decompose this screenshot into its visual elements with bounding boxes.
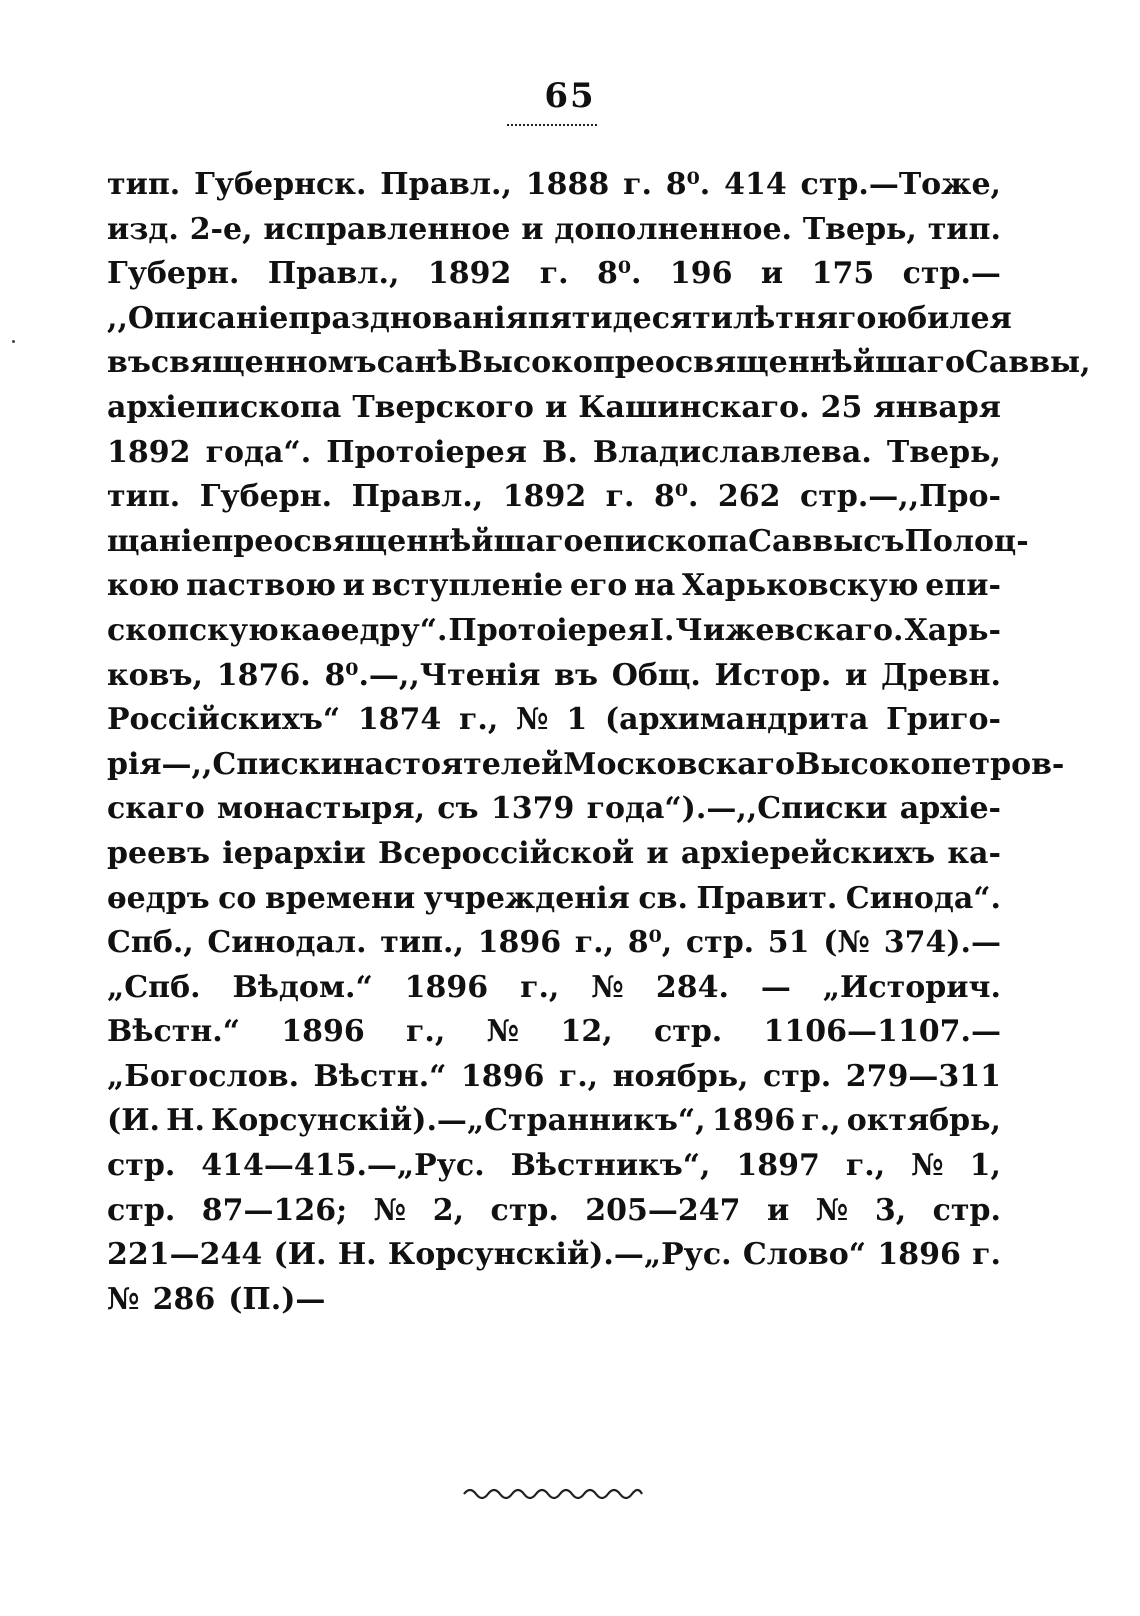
word: ѳедръ (107, 880, 210, 916)
word: года“).—,,Списки (586, 791, 888, 827)
word: Синодал. (207, 925, 367, 961)
word: и (544, 389, 568, 425)
text-line (107, 654, 1001, 699)
word: 1106—1107.— (763, 1014, 1001, 1050)
word: „Историч. (822, 969, 1001, 1005)
word: тип. (107, 167, 181, 202)
page-number-rule (507, 124, 597, 126)
word: (И. (107, 1103, 160, 1139)
word: Высокопреосвященнѣйшаго (457, 345, 966, 381)
word: архіерейскихъ (680, 835, 936, 871)
word: Синода“. (845, 880, 1001, 916)
word: 1896 (477, 925, 562, 961)
word: 8⁰. (653, 479, 699, 515)
word: Саввы (748, 523, 864, 559)
word: Н. (166, 1103, 205, 1139)
page-number: 65 (544, 76, 596, 116)
word: стр.—,,Про- (800, 479, 1001, 515)
word: Правл., (380, 167, 512, 202)
word: (И. (273, 1237, 327, 1273)
word: стр. (685, 925, 755, 961)
word: времени (264, 880, 416, 916)
text-line (107, 475, 1001, 520)
text-line (107, 966, 1001, 1011)
word: Общ. (611, 657, 701, 693)
word: 374).— (883, 925, 1001, 961)
word: 8⁰.—,,Чтенія (324, 657, 541, 693)
word: и (342, 568, 365, 604)
word: изд. (107, 211, 179, 247)
word: и (646, 835, 669, 871)
word: октябрь, (846, 1103, 1001, 1139)
word: № (815, 1192, 849, 1228)
word: № (516, 702, 549, 738)
word: Истор. (714, 657, 832, 693)
word: Правл., (267, 256, 400, 292)
word: пятидесятилѣтняго (527, 300, 877, 336)
word: епи- (925, 568, 1001, 604)
word: 1897 (736, 1148, 820, 1184)
word: г., (574, 925, 615, 961)
word: Кашинскаго. (578, 389, 810, 425)
word: стр. (762, 1058, 832, 1094)
word: 1, (969, 1148, 1001, 1184)
word: г. (623, 167, 652, 202)
word: (П.)— (228, 1281, 326, 1317)
word: архіе- (899, 791, 1001, 827)
word: Россійскихъ“ (107, 702, 341, 738)
word: 8⁰. (665, 167, 711, 202)
text-line (107, 1233, 1001, 1278)
word: Губерн. (199, 479, 333, 515)
word: января (873, 389, 1001, 425)
word: Вѣдом.“ (232, 969, 373, 1005)
text-line (107, 564, 1001, 609)
word: 1892 (502, 479, 587, 515)
word: Харьковскую (682, 568, 919, 604)
word: 1888 (525, 167, 610, 202)
word: стр. (107, 1192, 176, 1228)
word: ка- (947, 835, 1001, 871)
word: Слово“ (742, 1237, 867, 1273)
word: юбилея (876, 300, 1012, 336)
word: Правит. (696, 880, 838, 916)
word: 1 (566, 702, 588, 738)
word: 284. (655, 969, 729, 1005)
word: архіепископа (107, 389, 342, 425)
word: и (844, 657, 868, 693)
word: Полоц- (904, 523, 1029, 559)
word: ,,Описаніе (107, 300, 289, 336)
word: паствою (186, 568, 336, 604)
word: скаго (107, 791, 205, 827)
word: „Богослов. (107, 1058, 300, 1094)
word: Корсунскій).—„Странникъ“, (211, 1103, 706, 1139)
end-ornament (462, 1482, 644, 1502)
word: и (521, 211, 544, 247)
word: санѣ (376, 345, 458, 381)
word: (№ (823, 925, 871, 961)
word: Тверь, (886, 434, 1001, 470)
word: — (760, 969, 791, 1005)
word: 51 (767, 925, 810, 961)
word: вступленіе (371, 568, 564, 604)
word: 25 (820, 389, 863, 425)
word: тип. (107, 479, 181, 515)
word: Губерн. (107, 256, 240, 292)
word: 1876. (216, 657, 311, 693)
word: 1874 (357, 702, 442, 738)
text-line (107, 1189, 1001, 1234)
word: Правл., (351, 479, 484, 515)
word: 414 (724, 167, 787, 202)
word: монастыря, (217, 791, 426, 827)
word: священномъ (150, 345, 377, 381)
word: 1892 (427, 256, 512, 292)
text-line (107, 921, 1001, 966)
word: 2-е, (189, 211, 253, 247)
word: щаніе (107, 523, 212, 559)
word: въ (554, 657, 598, 693)
word: епископа (583, 523, 749, 559)
word: на (633, 568, 676, 604)
word: Протоіерея (448, 612, 649, 648)
word: скопскую (107, 612, 279, 648)
word: стр. (653, 1014, 723, 1050)
text-line (107, 431, 1001, 476)
word: В. (541, 434, 578, 470)
word: съ (437, 791, 479, 827)
text-line (107, 609, 1001, 654)
word: Саввы, (965, 345, 1091, 381)
text-line (107, 520, 1029, 565)
word: г., (520, 969, 560, 1005)
text-line (107, 252, 1001, 297)
word: Владиславлева. (592, 434, 872, 470)
body-text (107, 163, 1091, 1322)
word: Вѣстникъ“, (510, 1148, 711, 1184)
word: Спб., (107, 925, 194, 961)
word: І. (649, 612, 675, 648)
word: 1896 (460, 1058, 545, 1094)
word: стр.— (902, 256, 1001, 292)
word: кою (107, 568, 180, 604)
word: № (486, 1014, 520, 1050)
word: тип., (380, 925, 464, 961)
word: Московскаго (563, 746, 796, 782)
word: № (107, 1281, 140, 1317)
word: № (373, 1192, 407, 1228)
word: 414—415.—„Рус. (201, 1148, 485, 1184)
word: и (767, 1192, 790, 1228)
word: Тверь, (802, 211, 917, 247)
text-line (107, 297, 1012, 342)
word: стр. (490, 1192, 559, 1228)
word: и (760, 256, 784, 292)
text-line (107, 1055, 1001, 1100)
word: тип. (927, 211, 1001, 247)
word: 286 (152, 1281, 216, 1317)
word: учрежденія (423, 880, 630, 916)
word: г., (801, 1103, 841, 1139)
word: со (218, 880, 257, 916)
word: г. (539, 256, 569, 292)
word: г. (972, 1237, 1001, 1273)
margin-speck (12, 340, 15, 343)
word: Протоіерея (326, 434, 527, 470)
word: Харь- (904, 612, 1001, 648)
text-line (107, 341, 1091, 386)
word: Всероссійской (378, 835, 635, 871)
word: Древн. (880, 657, 1001, 693)
word: г., (845, 1148, 886, 1184)
word: 205—247 (585, 1192, 741, 1228)
word: рія—,,Списки (107, 746, 343, 782)
word: стр.—Тоже, (800, 167, 1001, 202)
text-line (107, 832, 1001, 877)
word: исправленное (263, 211, 511, 247)
word: съ (863, 523, 905, 559)
word: ковъ, (107, 657, 203, 693)
word: Вѣстн.“ (313, 1058, 447, 1094)
text-line (107, 163, 1001, 208)
word: преосвященнѣйшаго (211, 523, 584, 559)
word: № (591, 969, 624, 1005)
word: реевъ (107, 835, 211, 871)
word: г., (406, 1014, 446, 1050)
word: стр. (932, 1192, 1001, 1228)
word: 1896 (711, 1103, 796, 1139)
word: 262 (717, 479, 781, 515)
text-line (107, 208, 1001, 253)
word: № (911, 1148, 944, 1184)
word: Тверского (352, 389, 534, 425)
word: 1896 (404, 969, 489, 1005)
word: стр. (107, 1148, 176, 1184)
text-line (107, 1099, 1001, 1144)
word: „Спб. (107, 969, 201, 1005)
word: Н. (337, 1237, 377, 1273)
text-line (107, 1278, 1001, 1323)
word: въ (107, 345, 151, 381)
word: 3, (874, 1192, 907, 1228)
word: ноябрь, (612, 1058, 749, 1094)
word: года“. (205, 434, 312, 470)
word: 8⁰, (627, 925, 673, 961)
word: празднованія (288, 300, 528, 336)
word: г., (558, 1058, 599, 1094)
word: 1896 (281, 1014, 365, 1050)
word: Вѣстн.“ (107, 1014, 240, 1050)
word: 279—311 (845, 1058, 1001, 1094)
word: 221—244 (107, 1237, 263, 1273)
word: 12, (560, 1014, 613, 1050)
text-line (107, 1144, 1001, 1189)
word: настоятелей (342, 746, 564, 782)
word: св. (638, 880, 688, 916)
text-line (107, 877, 1001, 922)
word: 87—126; (201, 1192, 348, 1228)
word: г. (605, 479, 635, 515)
word: Губернск. (194, 167, 367, 202)
word: 8⁰. (597, 256, 642, 292)
word: дополненное. (554, 211, 792, 247)
word: (архимандрита (604, 702, 869, 738)
text-line (107, 698, 1001, 743)
word: 1379 (490, 791, 575, 827)
word: 196 (669, 256, 733, 292)
word: каѳедру“. (279, 612, 448, 648)
word: Корсунскій).—„Рус. (387, 1237, 732, 1273)
word: его (569, 568, 628, 604)
text-line (107, 1010, 1001, 1055)
word: Высокопетров- (795, 746, 1065, 782)
text-line (107, 787, 1001, 832)
word: 1892 (107, 434, 191, 470)
word: Чижевскаго. (675, 612, 904, 648)
word: 1896 (877, 1237, 961, 1273)
word: 175 (811, 256, 875, 292)
word: 2, (432, 1192, 465, 1228)
word: г., (459, 702, 499, 738)
text-line (107, 743, 1065, 788)
word: Григо- (886, 702, 1001, 738)
word: іерархіи (222, 835, 366, 871)
text-line (107, 386, 1001, 431)
